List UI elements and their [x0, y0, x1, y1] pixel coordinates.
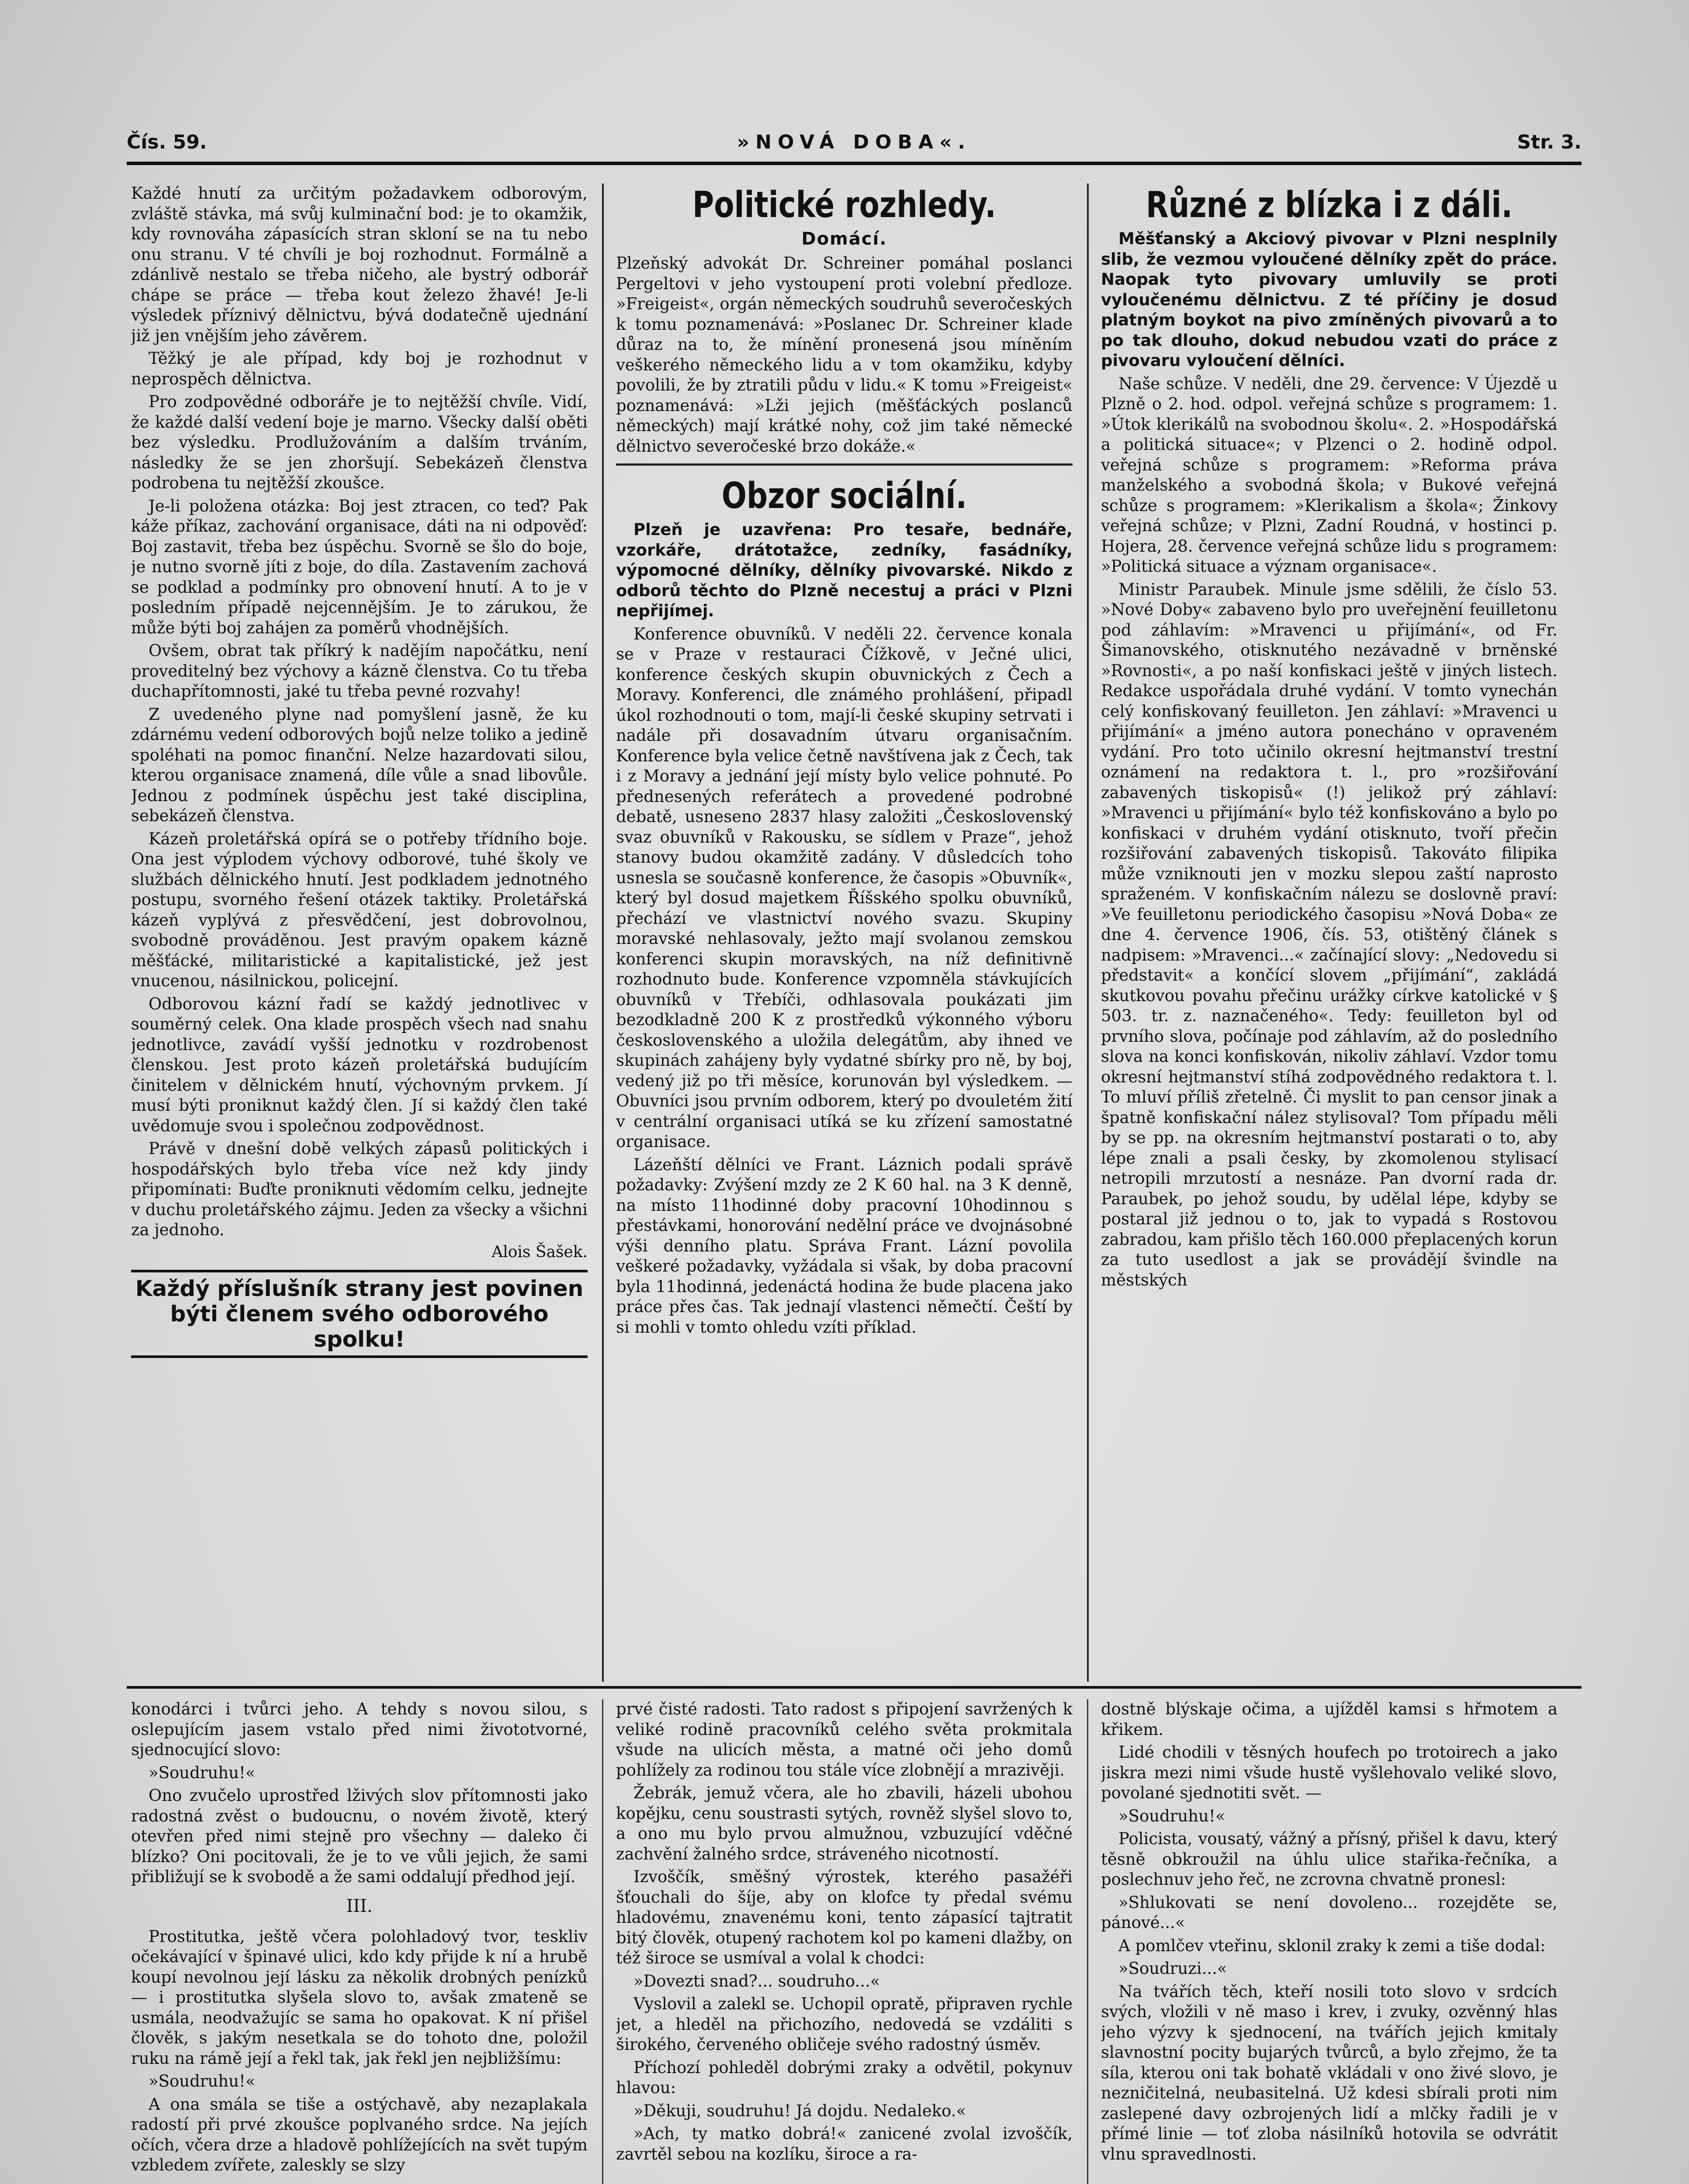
feuilleton-paragraph: »Soudruhu!« [1118, 1806, 1225, 1825]
article-paragraph: Plzeňský advokát Dr. Schreiner pomáhal poslanci Pergeltovi v jeho vystoupení proti volební předloze. »Freigeist«, orgán německých soudruhů severočeských k tomu poznamenává: »Poslanec Dr. Schreiner klade důraz na to, že mínění pronesená jsou míněním veškerého německého lidu a v tom okamžiku, kdyby povolili, že by ztratili půdu v lidu.« K tomu »Freigeist« poznamenává: »Lži jejich (měšťáckých poslanců německých) mají krátké nohy, což jim také německé dělnictvo severočeské brzo dokáže.« [616, 254, 1073, 456]
feuilleton-column-3 [1101, 1699, 1557, 2184]
section-heading-politics: Politické rozhledy. [692, 184, 996, 226]
section-rule [616, 463, 1073, 466]
feuilleton-paragraph: Ono zvučelo uprostřed lživých slov přítomnosti jako radostná zvěst o budoucnu, o novém životě, který otevřen před nimi stejně pro všechny — daleko či blízko? Oni pocitovali, že je to ve vůli jejich, že sami přibližují se k svobodě a že sami oddalují předhod její. [131, 1786, 588, 1886]
feuilleton-divider [127, 1686, 1582, 1689]
feuilleton-paragraph: dostně blýskaje očima, a ujížděl kamsi s hřmotem a křikem. [1101, 1700, 1557, 1739]
section-heading-social: Obzor sociální. [721, 475, 967, 517]
subheading-domestic: Domácí. [801, 229, 887, 249]
closed-city-notice: Plzeň je uzavřena: Pro tesaře, bednáře, vzorkáře, drátotažce, zedníky, fasádníky, výpomocné dělníky, dělníky pivovarské. Nikdo z odborů těchto do Plzně necestuj a práci v Plzni nepřijímej. [616, 520, 1073, 620]
feuilleton-paragraph: »Ach, ty matko dobrá!« zanicené zvolal izvoščík, zavrtěl sebou na kozlíku, široce a ra- [616, 2124, 1073, 2163]
feuilleton-paragraph: Lidé chodili v těsných houfech po trotoirech a jako jiskra mezi nimi všude hustě vyšlehovalo veliké slovo, povolané sjednotiti svět. — [1101, 1743, 1557, 1802]
column-divider [1087, 183, 1089, 1682]
feuilleton-paragraph: »Shlukovati se není dovoleno... rozejděte se, pánové...« [1101, 1893, 1557, 1932]
article-paragraph: Z uvedeného plyne nad pomyšlení jasně, že ku zdárnému vedení odborových bojů nelze toliko a jedině spoléhati na pomoc finanční. Nelze hazardovati silou, kterou organisace znamená, díle vůle a snad libovůle. Jednou z podmínek úspěchu jest také disciplina, sebekázeň členstva. [131, 705, 588, 825]
feuilleton-paragraph: prvé čisté radosti. Tato radost s připojení savržených k veliké rodině pracovníků celého světa prokmitala všude na ulicích města, a matné oči jeho domů pohlížely za rodinou tou stále více zlobnějí a mrazivěji. [616, 1700, 1073, 1780]
column-3 [1101, 183, 1557, 1682]
feuilleton-paragraph: Na tvářích těch, kteří nosili toto slovo v srdcích svých, vložili v ně maso i krev, i zvuky, ozvěnný hlas jeho výzvy k sjednocení, na tvářích jejich kmitaly slavnostní pocity bujarých tvůrců, a bylo zřejmo, že ta síla, kterou oni tak bohatě vkládali v ono živé slovo, je nezničitelná, neubasitelná. Už kdesi sbírali proti nim zaslepené davy ozbrojených lidí a mlčky řadili je v přímé linie — toť zloba násilníků hotovila se odvrátit vlnu spravedlnosti. [1101, 1982, 1557, 2163]
author-signature: Alois Šašek. [491, 1243, 588, 1261]
article-paragraph: Lázeňští dělníci ve Frant. Láznich podali správě požadavky: Zvýšení mzdy ze 2 K 60 hal. na 3 K denně, na místo 11hodinné doby pracovní 10hodinnou s přestávkami, honorování nedělní práce ve dvojnásobné výši denního platu. Správa Frant. Lázní povolila veškeré požadavky, vyžádala si však, by doba pracovní byla 11hodinná, jedenáctá hodina že bude placena jako práce přes čas. Tak jednají vlastenci němečtí. Čeští by si mohli v tomto ohledu vzíti příklad. [616, 1155, 1073, 1337]
article-paragraph: Odborovou kázní řadí se každý jednotlivec v souměrný celek. Ona klade prospěch všech nad snahu jednotlivce, zavádí vyšší jednotku v rozdrobenost členskou. Jest proto kázeň proletářská budujícím činitelem v dělnickém hnutí, výchovným prvkem. Jí musí býti proniknut každý člen. Jí si každý člen také uvědomuje svou i společnou zodpovědnost. [131, 994, 588, 1135]
feuilleton-paragraph: Vyslovil a zalekl se. Uchopil opratě, připraven rychle jet, a hleděl na přichozího, nedovedá se vzdáliti s širokého, červeného obličeje svého radostný úsměv. [616, 1994, 1073, 2054]
column-1 [131, 183, 588, 1682]
feuilleton-paragraph: konodárci i tvůrci jeho. A tehdy s novou silou, s oslepujícím jasem vstalo před nimi živototvorné, sjednocující slovo: [131, 1700, 588, 1759]
feuilleton-paragraph: »Soudruzi...« [1118, 1959, 1227, 1978]
article-paragraph: Konference obuvníků. V neděli 22. července konala se v Praze v restauraci Čížkově, v Ječné ulici, konference českých skupin obuvnických z Čech a Moravy. Konferenci, dle známého prohlášení, připadl úkol rozhodnouti o tom, mají-li české skupiny setrvati i nadále při dosavadním útvaru organisačním. Konference byla velice četně navštívena jak z Čech, tak i z Moravy a jednání její místy bylo velice pohnuté. Po přednesených referátech a provedené podrobné debatě, usneseno 2837 hlasy založiti „Československý svaz obuvníků v Rakousku, se sídlem v Praze“, jehož stanovy budou okamžitě zadány. V důsledcích toho usnesla se současně konference, že časopis »Obuvník«, který byl dosud majetkem Říšského spolku obuvníků, přechází ve vlastnictví nového svazu. Skupiny moravské nehlasovaly, ježto mají svolanou zemskou konferenci skupin moravských, na níž definitivně rozhodnuto bude. Konference vzpomněla stávkujících obuvníků v Třebíči, odhlasovala poukázati jim bezodkladně 200 K z prostředků výkonného výboru československého a uložila delegátům, aby ihned ve skupinách zahájeny byly vydatné sbírky pro ně, by boj, vedený již po tři měsíce, korunován byl výsledkem. — Obuvníci jsou prvním odborem, který po dvouletém žití v centrální organisaci utíká se ku zřízení samostatné organisace. [616, 624, 1073, 1151]
section-numeral: III. [346, 1896, 373, 1916]
masthead [127, 131, 1582, 165]
column-divider [1087, 1699, 1088, 2184]
feuilleton-paragraph: Příchozí pohleděl dobrými zraky a odvětil, pokynuv hlavou: [616, 2058, 1073, 2097]
column-divider [602, 183, 604, 1682]
article-paragraph: Těžký je ale případ, kdy boj je rozhodnut v neprospěch dělnictva. [131, 349, 588, 388]
article-paragraph: Právě v dnešní době velkých zápasů politických i hospodářských bylo třeba více než kdy jindy připomínati: Buďte proniknuti vědomím celku, jednejte v duchu proletářského zájmu. Jeden za všecky a všichni za jednoho. [131, 1139, 588, 1239]
feuilleton-paragraph: Žebrák, jemuž včera, ale ho zbavili, házeli ubohou kopějku, cenu soustrasti sytých, rovněž slyšel slovo to, a ono mu bylo prvou almužnou, vzbuzující vděčné zachvění žalného srdce, stráveného nicotností. [616, 1783, 1073, 1863]
article-paragraph: Je-li položena otázka: Boj jest ztracen, co teď? Pak káže příkaz, zachování organisace, dáti na ni odpověď: Boj zastavit, třeba bez úspěchu. Svorně se šlo do boje, je nutno svorně jíti z boje, do díla. Zastavením zachová se podklad a podmínky pro obnovení hnutí. A to je v posledním případě nejcennějším. Je to zárukou, že může býti boj zahájen za poměrů vhodnějších. [131, 496, 588, 637]
feuilleton-paragraph: »Soudruhu!« [149, 2072, 256, 2091]
slogan-box: Každý příslušník strany jest povinen býti členem svého odborového spolku! [131, 1270, 588, 1358]
column-2 [616, 183, 1073, 1682]
feuilleton-paragraph: A ona smála se tiše a ostýchavě, aby nezaplakala radostí při prvé zkoušce poplvaného srdce. Na jejích očích, včera drze a hladově pohlížejících na svět tupým vzbledem zvířete, zaleskly se slzy [131, 2094, 588, 2174]
feuilleton-paragraph: »Soudruhu!« [149, 1763, 256, 1782]
issue-number: Čís. 59. [127, 131, 207, 153]
feuilleton-column-2 [616, 1699, 1073, 2184]
newspaper-title: »NOVÁ DOBA«. [737, 131, 972, 153]
column-divider [602, 1699, 603, 2184]
article-paragraph: Pro zodpovědné odboráře je to nejtěžší chvíle. Vidí, že každé další vedení boje je marno. Všecky další oběti bez výsledku. Prodlužováním a dalším trváním, následky že se jen zhoršují. Sebekázeň členstva podrobena tu nejtěžší zkoušce. [131, 392, 588, 492]
section-heading-misc: Různé z blízka i z dáli. [1146, 184, 1513, 226]
feuilleton-paragraph: A pomlčev vteřinu, sklonil zraky k zemi a tiše dodal: [1118, 1936, 1546, 1955]
article-paragraph: Každé hnutí za určitým požadavkem odborovým, zvláště stávka, má svůj kulminační bod: je to okamžik, kdy rovnováha zápasících stran skloní se na tu nebo onu stranu. V té chvíli je boj rozhodnut. Formálně a zdánlivě nestalo se třeba ničeho, ale bystrý odborář chápe se práce — třeba kout železo žhavé! Je-li výsledek příznivý dělnictvu, bývá dodatečně ujednání již jen vnějším jeho závěrem. [131, 184, 588, 345]
article-paragraph: Ministr Paraubek. Minule jsme sdělili, že číslo 53. »Nové Doby« zabaveno bylo pro uveřejnění feuilletonu pod záhlavím: »Mravenci u přijímání«, od Fr. Šimanovského, otisknutého nezávadně v brněnské »Rovnosti«, a po naší konfiskaci ještě v jiných listech. Redakce uspořádala druhé vydání. V tomto vynechán celý konfiskovaný feuilleton. Jen záhlaví: »Mravenci u přijímání« a jméno autora ponecháno v opraveném vydání. Pro toto učinilo okresní hejtmanství trestní oznámení na redaktora t. l., pro »rozšiřování zabavených tiskopisů« (!) jelikož prý záhlaví: »Mravenci u přijímání« bylo též konfiskováno a bylo po konfiskaci v druhém vydání otisknuto, tvoří přečin rozšiřování zabavených tiskopisů. Takováto filipika může vzniknouti jen v mozku slepou zaští naprosto spraženém. V konfiskačním nálezu se doslovně praví: »Ve feuilletonu periodického časopisu »Nová Doba« ze dne 4. července 1906, čís. 53, otištěný článek s nadpisem: »Mravenci...« začínající slovy: „Nedovedu si představit« a končící slovem „přijímání“, zakládá skutkovou povahu přečinu urážky církve katolické v § 503. tr. z. naznačeného«. Tedy: feuilleton byl od prvního slova, počínaje pod záhlavím, až do posledního slova na konci konfiskován, nikoliv záhlaví. Vzdor tomu okresní hejtmanství stíhá zodpovědného redaktora t. l. To mluví příliš zřetelně. Či myslit to pan censor jinak a špatně konfiskační nález stylisoval? Tom případu měli by se pp. na okresním hejtmanství postarati o to, aby lépe znali a psali česky, by zkomolenou stylisací netropili mrzutostí a nesnáze. Pan dvorní rada dr. Paraubek, po jehož soudu, by udělal lépe, kdyby se postaral již jednou o to, jak to vypadá s Rostovou zabradou, kam přišlo těch 160.000 přeplacených korun za tuto usedlost a jak se provádějí švindle na městských [1101, 580, 1557, 1289]
article-paragraph: Naše schůze. V neděli, dne 29. července: V Újezdě u Plzně o 2. hod. odpol. veřejná schůze s programem: 1. »Útok klerikálů na svobodnou školu«. 2. »Hospodářská a politická situace«; v Plzenci o 2. hodině odpol. veřejná schůze s programem: »Reforma práva manželského a svobodná škola; v Bukové veřejná schůze s programem: »Klerikalism a škola«; Žinkovy veřejná schůze; v Plzni, Zadní Roudná, v hostinci p. Hojera, 28. července veřejná schůze lidu s programem: »Politická situace a význam organisace«. [1101, 374, 1557, 576]
article-paragraph: Ovšem, obrat tak příkrý k nadějím napočátku, není proveditelný bez výchovy a kázně členstva. Co tu třeba duchapřítomnosti, jaké tu třeba pevné rozvahy! [131, 641, 588, 701]
feuilleton-paragraph: Policista, vousatý, vážný a přísný, přišel k davu, který těsně obkroužil na úhlu ulice stařika-řečníka, a poslechnuv jeho řeč, ne zcrovna chvatně pronesl: [1101, 1829, 1557, 1889]
article-paragraph: Kázeň proletářská opírá se o potřeby třídního boje. Ona jest výplodem výchovy odborové, tuhé školy ve službách dělnického hnutí. Jest podkladem jednotného postupu, svorného řešení otázek taktiky. Proletářská kázeň vyplývá z přesvědčení, jest dobrovolnou, svobodně prováděnou. Jest pravým opakem kázně měšťácké, militaristické a kapitalistické, jež jest vnucenou, násilnickou, policejní. [131, 829, 588, 990]
feuilleton-paragraph: Izvoščík, směšný výrostek, kterého pasažéři šťouchali do šíje, aby on klofce ty předal svému hladovému, znavenému koni, tento zápasící tajtratit bitý člověk, otupený rachotem kol po kameni dlažby, on též široce se usmíval a volal k chodci: [616, 1867, 1073, 1967]
feuilleton-paragraph: »Dovezti snad?... soudruho...« [633, 1971, 880, 1990]
feuilleton-column-1 [131, 1699, 588, 2184]
brewery-boycott-notice: Měšťanský a Akciový pivovar v Plzni nesplnily slib, že vezmou vyloučené dělníky zpět do práce. Naopak tyto pivovary umluvily se proti vyloučenému dělnictvu. Z té příčiny je dosud platným boykot na pivo zmíněných pivovarů a to po tak dlouho, dokud nebudou vzati do práce z pivovaru vyloučení dělníci. [1101, 229, 1557, 370]
feuilleton-paragraph: »Děkuji, soudruhu! Já dojdu. Nedaleko.« [633, 2101, 966, 2120]
page-number: Str. 3. [1517, 131, 1582, 153]
feuilleton-paragraph: Prostitutka, ještě včera polohladový tvor, teskliv očekávající v špinavé ulici, kdo kdy přijde k ní a hrubě koupí nevolnou její lásku za několik drobných penízků — i prostitutka slyšela slovo to, avšak zmateně se usmála, neodvažujíc se sama ho opakovat. K ní přišel člověk, s jakým nesetkala se do tohoto dne, položil ruku na rámě její a řekl tak, jak řekl jen nejbližšímu: [131, 1927, 588, 2068]
